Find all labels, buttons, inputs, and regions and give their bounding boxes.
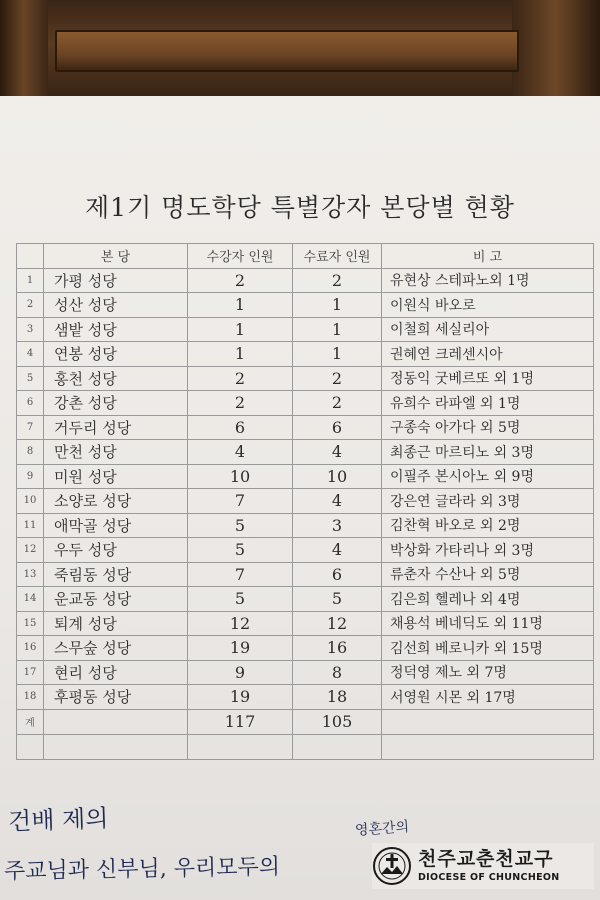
row-enrolled: 9 <box>188 660 293 685</box>
row-completed: 3 <box>293 513 382 538</box>
row-enrolled: 12 <box>188 611 293 636</box>
row-number: 6 <box>17 391 44 416</box>
table-row <box>17 317 594 342</box>
row-completed: 12 <box>293 611 382 636</box>
row-number: 9 <box>17 464 44 489</box>
row-note: 서영원 시몬 외 17명 <box>382 685 594 710</box>
row-number: 17 <box>17 660 44 685</box>
header-completed: 수료자 인원 <box>293 244 382 269</box>
total-label: 계 <box>17 709 44 734</box>
row-number: 13 <box>17 562 44 587</box>
row-parish: 운교동 성당 <box>44 587 188 612</box>
blank-cell <box>382 734 594 759</box>
row-number: 8 <box>17 440 44 465</box>
row-parish: 거두리 성당 <box>44 415 188 440</box>
row-number: 11 <box>17 513 44 538</box>
table-row <box>17 440 594 465</box>
row-parish: 현리 성당 <box>44 660 188 685</box>
diocese-seal-icon <box>372 846 412 886</box>
table-row <box>17 293 594 318</box>
row-note: 유희수 라파엘 외 1명 <box>382 391 594 416</box>
row-enrolled: 2 <box>188 391 293 416</box>
table-row <box>17 513 594 538</box>
handwritten-toast-line: 주교님과 신부님, 우리모두의 <box>3 854 281 885</box>
row-note: 최종근 마르티노 외 3명 <box>382 440 594 465</box>
row-completed: 1 <box>293 342 382 367</box>
row-completed: 4 <box>293 489 382 514</box>
row-completed: 1 <box>293 317 382 342</box>
table-row <box>17 342 594 367</box>
row-note: 박상화 가타리나 외 3명 <box>382 538 594 563</box>
row-number: 3 <box>17 317 44 342</box>
row-completed: 4 <box>293 538 382 563</box>
row-completed: 6 <box>293 415 382 440</box>
wooden-post-right <box>512 0 600 110</box>
table-row <box>17 268 594 293</box>
total-enrolled: 117 <box>188 709 293 734</box>
row-parish: 죽림동 성당 <box>44 562 188 587</box>
table-row <box>17 636 594 661</box>
parish-roster-table <box>16 243 594 760</box>
row-number: 5 <box>17 366 44 391</box>
row-completed: 6 <box>293 562 382 587</box>
row-parish: 가평 성당 <box>44 268 188 293</box>
row-enrolled: 6 <box>188 415 293 440</box>
total-empty <box>44 709 188 734</box>
total-row <box>17 709 594 734</box>
row-number: 12 <box>17 538 44 563</box>
row-completed: 8 <box>293 660 382 685</box>
row-completed: 16 <box>293 636 382 661</box>
blank-row <box>17 734 594 759</box>
table-row <box>17 587 594 612</box>
row-number: 1 <box>17 268 44 293</box>
diocese-logo <box>372 843 594 889</box>
row-parish: 우두 성당 <box>44 538 188 563</box>
diocese-name-korean: 천주교춘천교구 <box>418 847 554 870</box>
row-number: 10 <box>17 489 44 514</box>
row-completed: 10 <box>293 464 382 489</box>
row-parish: 소양로 성당 <box>44 489 188 514</box>
row-number: 4 <box>17 342 44 367</box>
row-enrolled: 2 <box>188 268 293 293</box>
row-note: 채용석 베네딕도 외 11명 <box>382 611 594 636</box>
row-number: 18 <box>17 685 44 710</box>
row-enrolled: 7 <box>188 562 293 587</box>
row-parish: 퇴계 성당 <box>44 611 188 636</box>
table-row <box>17 391 594 416</box>
row-completed: 1 <box>293 293 382 318</box>
diocese-logo-text <box>418 847 560 883</box>
blank-cell <box>17 734 44 759</box>
table-row <box>17 464 594 489</box>
total-completed: 105 <box>293 709 382 734</box>
row-completed: 2 <box>293 268 382 293</box>
table-row <box>17 685 594 710</box>
row-completed: 4 <box>293 440 382 465</box>
row-completed: 2 <box>293 366 382 391</box>
row-note: 이원식 바오로 <box>382 293 594 318</box>
row-enrolled: 10 <box>188 464 293 489</box>
row-parish: 스무숲 성당 <box>44 636 188 661</box>
row-note: 정동익 굿베르또 외 1명 <box>382 366 594 391</box>
row-parish: 강촌 성당 <box>44 391 188 416</box>
row-number: 16 <box>17 636 44 661</box>
row-enrolled: 1 <box>188 293 293 318</box>
row-note: 이필주 본시아노 외 9명 <box>382 464 594 489</box>
total-note-empty <box>382 709 594 734</box>
row-parish: 애막골 성당 <box>44 513 188 538</box>
blank-cell <box>44 734 188 759</box>
row-enrolled: 7 <box>188 489 293 514</box>
row-note: 김선희 베로니카 외 15명 <box>382 636 594 661</box>
header-number <box>17 244 44 269</box>
row-enrolled: 1 <box>188 317 293 342</box>
blank-cell <box>188 734 293 759</box>
row-number: 14 <box>17 587 44 612</box>
diocese-name-english: DIOCESE OF CHUNCHEON <box>418 871 560 883</box>
row-completed: 18 <box>293 685 382 710</box>
header-parish: 본 당 <box>44 244 188 269</box>
row-completed: 2 <box>293 391 382 416</box>
row-parish: 성산 성당 <box>44 293 188 318</box>
row-note: 김찬혁 바오로 외 2명 <box>382 513 594 538</box>
row-note: 구종숙 아가다 외 5명 <box>382 415 594 440</box>
table-row <box>17 611 594 636</box>
row-enrolled: 19 <box>188 685 293 710</box>
row-enrolled: 5 <box>188 538 293 563</box>
row-note: 권혜연 크레센시아 <box>382 342 594 367</box>
row-number: 2 <box>17 293 44 318</box>
row-enrolled: 19 <box>188 636 293 661</box>
row-number: 7 <box>17 415 44 440</box>
row-parish: 미원 성당 <box>44 464 188 489</box>
row-parish: 만천 성당 <box>44 440 188 465</box>
handwritten-insertion: 영혼간의 <box>354 819 410 839</box>
table-row <box>17 538 594 563</box>
row-enrolled: 4 <box>188 440 293 465</box>
row-note: 강은연 글라라 외 3명 <box>382 489 594 514</box>
wooden-post-left <box>0 0 48 110</box>
row-enrolled: 5 <box>188 513 293 538</box>
handwritten-toast-heading: 건배 제의 <box>7 804 109 836</box>
header-note: 비 고 <box>382 244 594 269</box>
table-header-row <box>17 244 594 269</box>
table-row <box>17 415 594 440</box>
header-enrolled: 수강자 인원 <box>188 244 293 269</box>
row-parish: 연봉 성당 <box>44 342 188 367</box>
row-note: 김은희 헬레나 외 4명 <box>382 587 594 612</box>
row-note: 류춘자 수산나 외 5명 <box>382 562 594 587</box>
table-row <box>17 366 594 391</box>
row-note: 유현상 스테파노외 1명 <box>382 268 594 293</box>
row-parish: 홍천 성당 <box>44 366 188 391</box>
document-title: 제1기 명도학당 특별강자 본당별 현황 <box>85 193 515 222</box>
row-number: 15 <box>17 611 44 636</box>
row-parish: 샘밭 성당 <box>44 317 188 342</box>
row-enrolled: 5 <box>188 587 293 612</box>
blank-cell <box>293 734 382 759</box>
table-row <box>17 562 594 587</box>
wooden-frame-bar <box>55 30 519 72</box>
row-enrolled: 1 <box>188 342 293 367</box>
row-parish: 후평동 성당 <box>44 685 188 710</box>
row-completed: 5 <box>293 587 382 612</box>
table-row <box>17 660 594 685</box>
row-note: 이철희 세실리아 <box>382 317 594 342</box>
row-note: 정덕영 제노 외 7명 <box>382 660 594 685</box>
row-enrolled: 2 <box>188 366 293 391</box>
table-row <box>17 489 594 514</box>
